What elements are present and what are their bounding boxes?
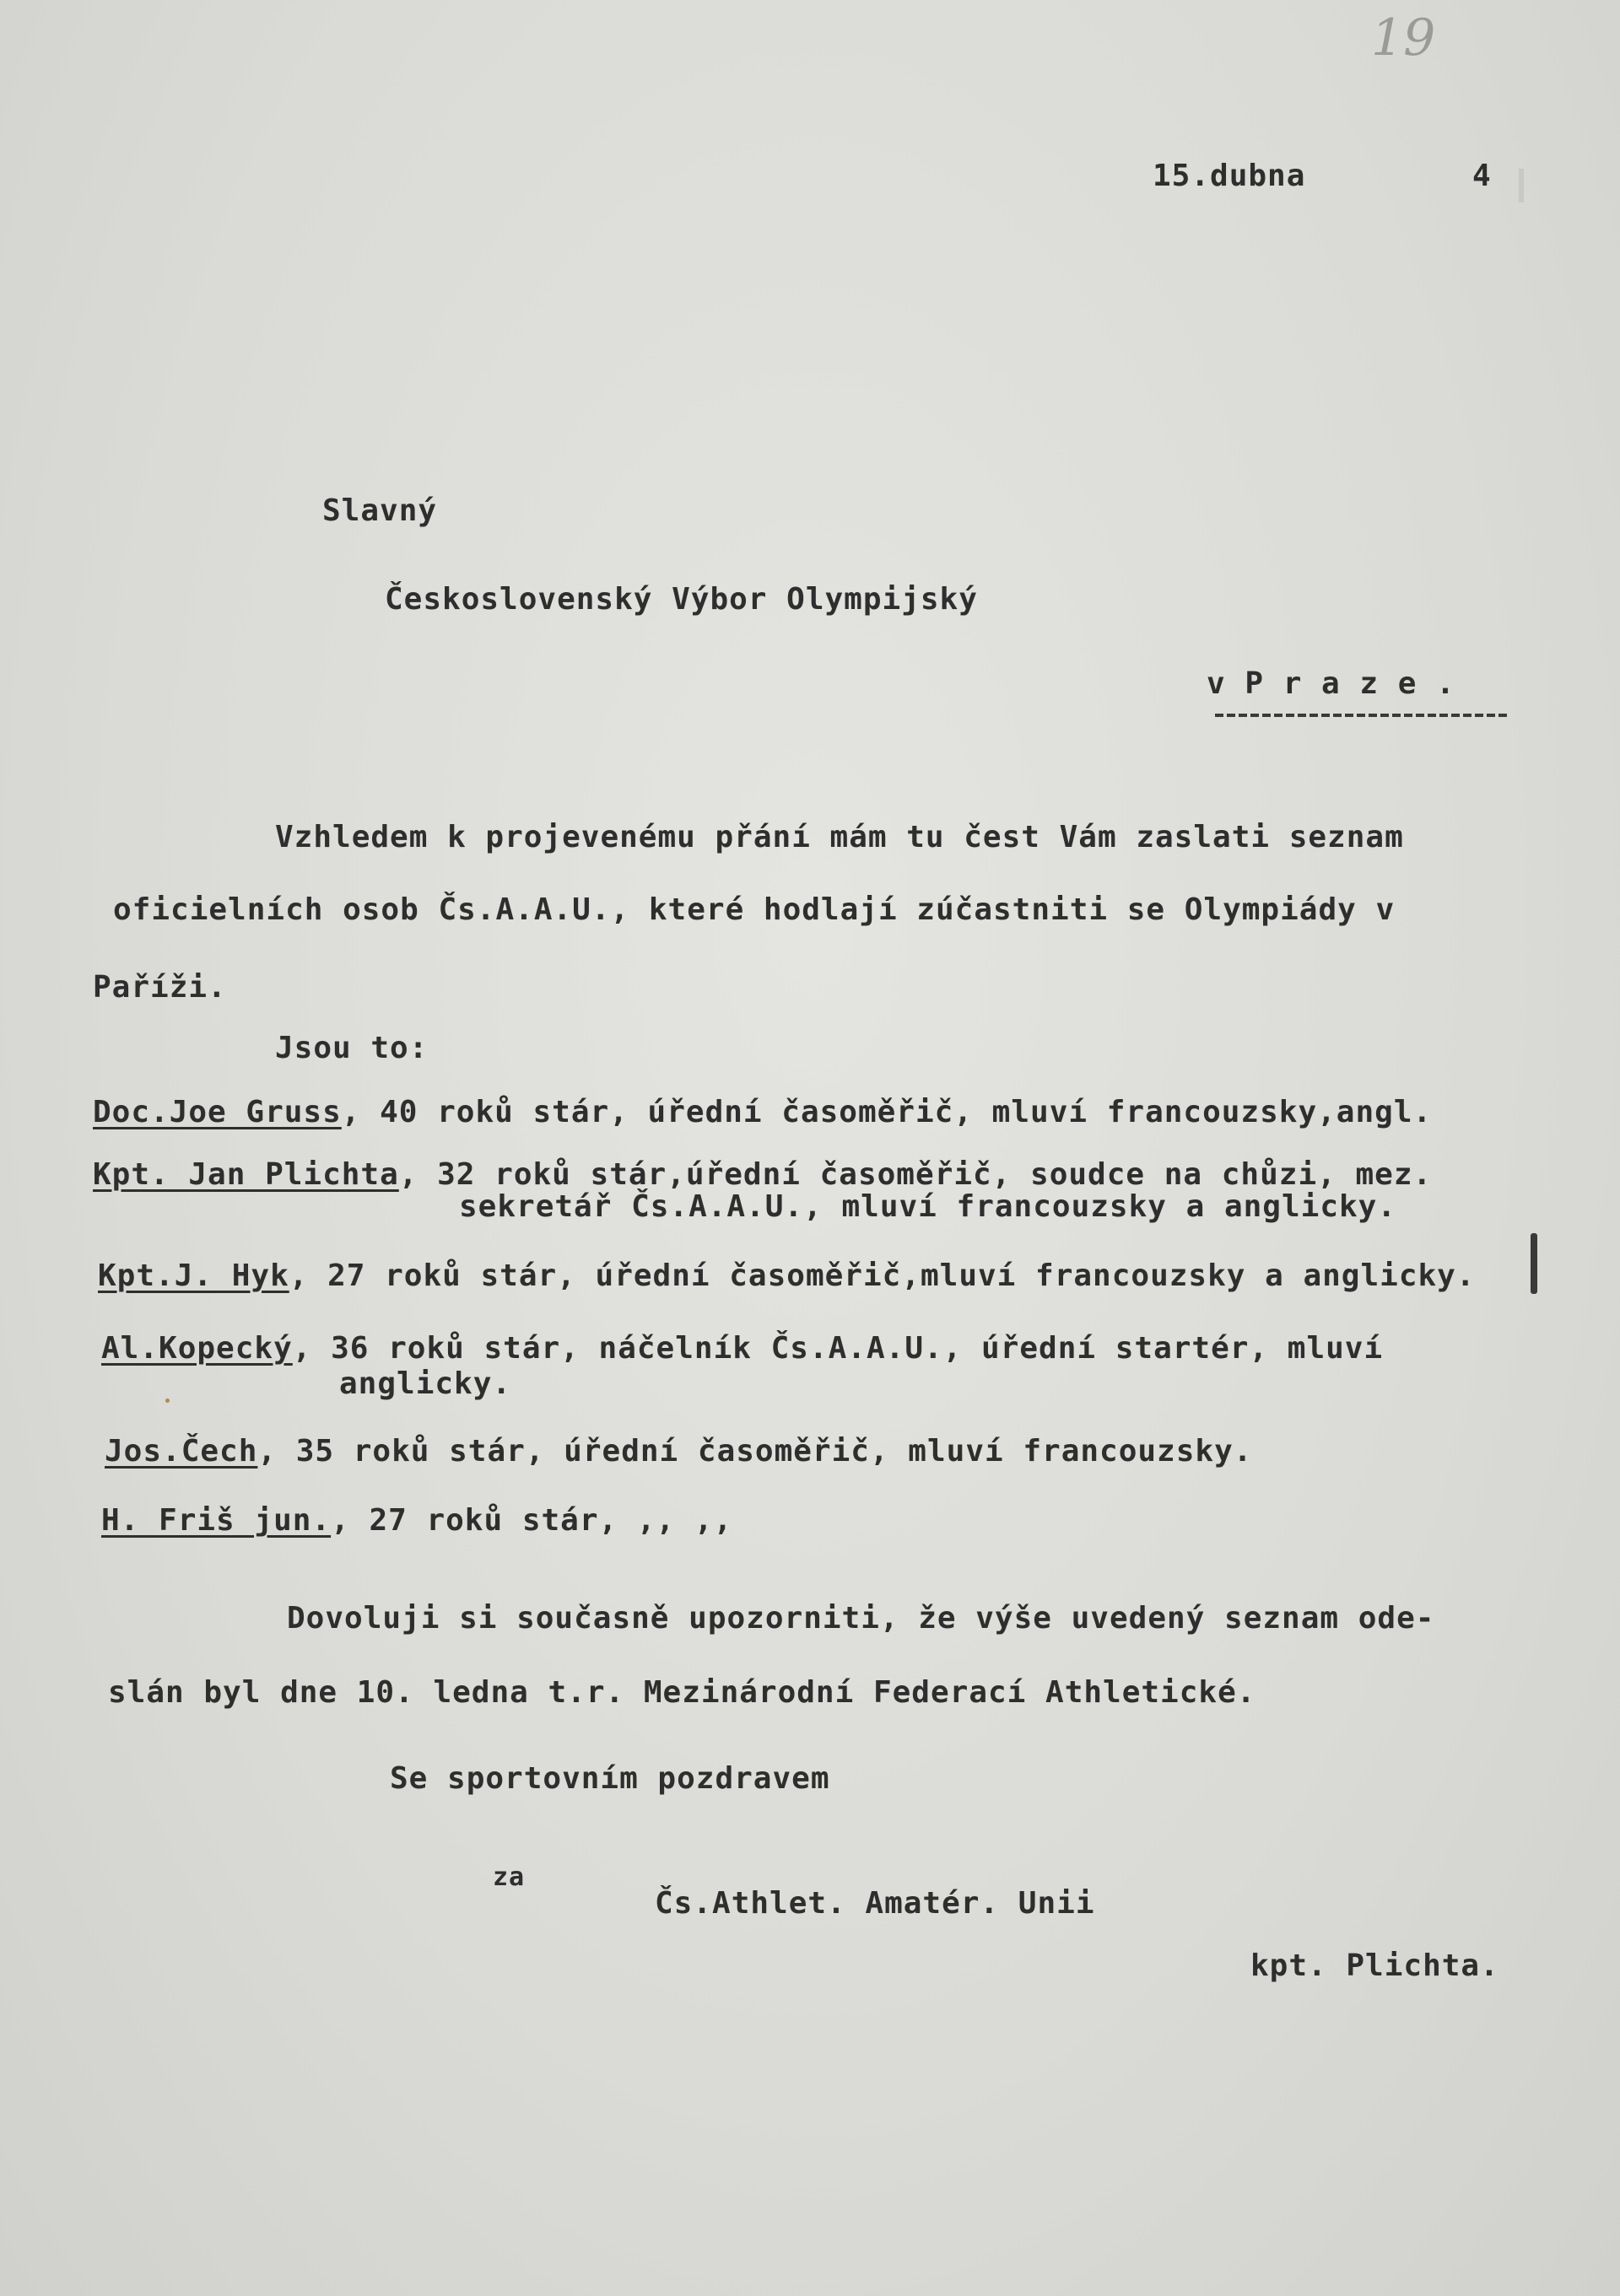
edge-mark: [1531, 1233, 1537, 1294]
person-entry-1: [93, 1095, 1432, 1129]
person-details: , 35 roků stár, úřední časoměřič, mluví francouzsky.: [257, 1434, 1253, 1469]
note-line-2: slán byl dne 10. ledna t.r. Mezinárodní Federací Athletické.: [108, 1675, 1256, 1710]
recipient-place: v P r a z e .: [1207, 666, 1455, 701]
person-entry-5: [105, 1434, 1252, 1469]
list-intro: Jsou to:: [275, 1031, 429, 1065]
person-entry-2-cont: sekretář Čs.A.A.U., mluví francouzsky a anglicky.: [459, 1189, 1397, 1224]
recipient: Československý Výbor Olympijský: [385, 582, 978, 617]
place-underline: [1215, 714, 1510, 717]
intro-line-3: Paříži.: [93, 970, 227, 1005]
archive-number: 19: [1371, 8, 1436, 67]
closing-za: za: [493, 1862, 526, 1892]
person-entry-3: [98, 1258, 1476, 1293]
letter-date: 15.dubna: [1153, 159, 1306, 193]
page-number: 4: [1472, 159, 1492, 193]
person-name: Jos.Čech: [105, 1434, 258, 1469]
organization: Čs.Athlet. Amatér. Unii: [655, 1886, 1095, 1921]
person-name: H. Friš jun.: [101, 1503, 332, 1538]
person-entry-6: [101, 1503, 732, 1538]
person-entry-2: [93, 1157, 1432, 1192]
person-entry-4: [101, 1331, 1383, 1366]
person-details: , 27 roků stár, ,, ,,: [331, 1503, 733, 1538]
person-name: Kpt. Jan Plichta: [93, 1157, 399, 1192]
intro-line-2: oficielních osob Čs.A.A.U., které hodlají zúčastniti se Olympiády v: [113, 892, 1396, 927]
intro-line-1: Vzhledem k projevenému přání mám tu čest Vám zaslati seznam: [275, 820, 1404, 854]
person-details: , 36 roků stár, náčelník Čs.A.A.U., úřední startér, mluví: [292, 1331, 1384, 1366]
person-details: , 32 roků stár,úřední časoměřič, soudce na chůzi, mez.: [398, 1157, 1433, 1192]
person-name: Doc.Joe Gruss: [93, 1095, 342, 1129]
person-details: , 27 roků stár, úřední časoměřič,mluví francouzsky a anglicky.: [289, 1258, 1476, 1293]
edge-mark: [1519, 169, 1524, 202]
note-line-1: Dovoluji si současně upozorniti, že výše uvedený seznam ode-: [287, 1601, 1435, 1636]
person-details: , 40 roků stár, úřední časoměřič, mluví francouzsky,angl.: [341, 1095, 1433, 1129]
person-name: Kpt.J. Hyk: [98, 1258, 289, 1293]
person-name: Al.Kopecký: [101, 1331, 293, 1366]
signature: kpt. Plichta.: [1250, 1948, 1499, 1983]
ink-dot: [165, 1399, 170, 1403]
closing-greeting: Se sportovním pozdravem: [390, 1761, 830, 1796]
person-entry-4-cont: anglicky.: [339, 1366, 512, 1401]
salutation: Slavný: [322, 493, 438, 528]
